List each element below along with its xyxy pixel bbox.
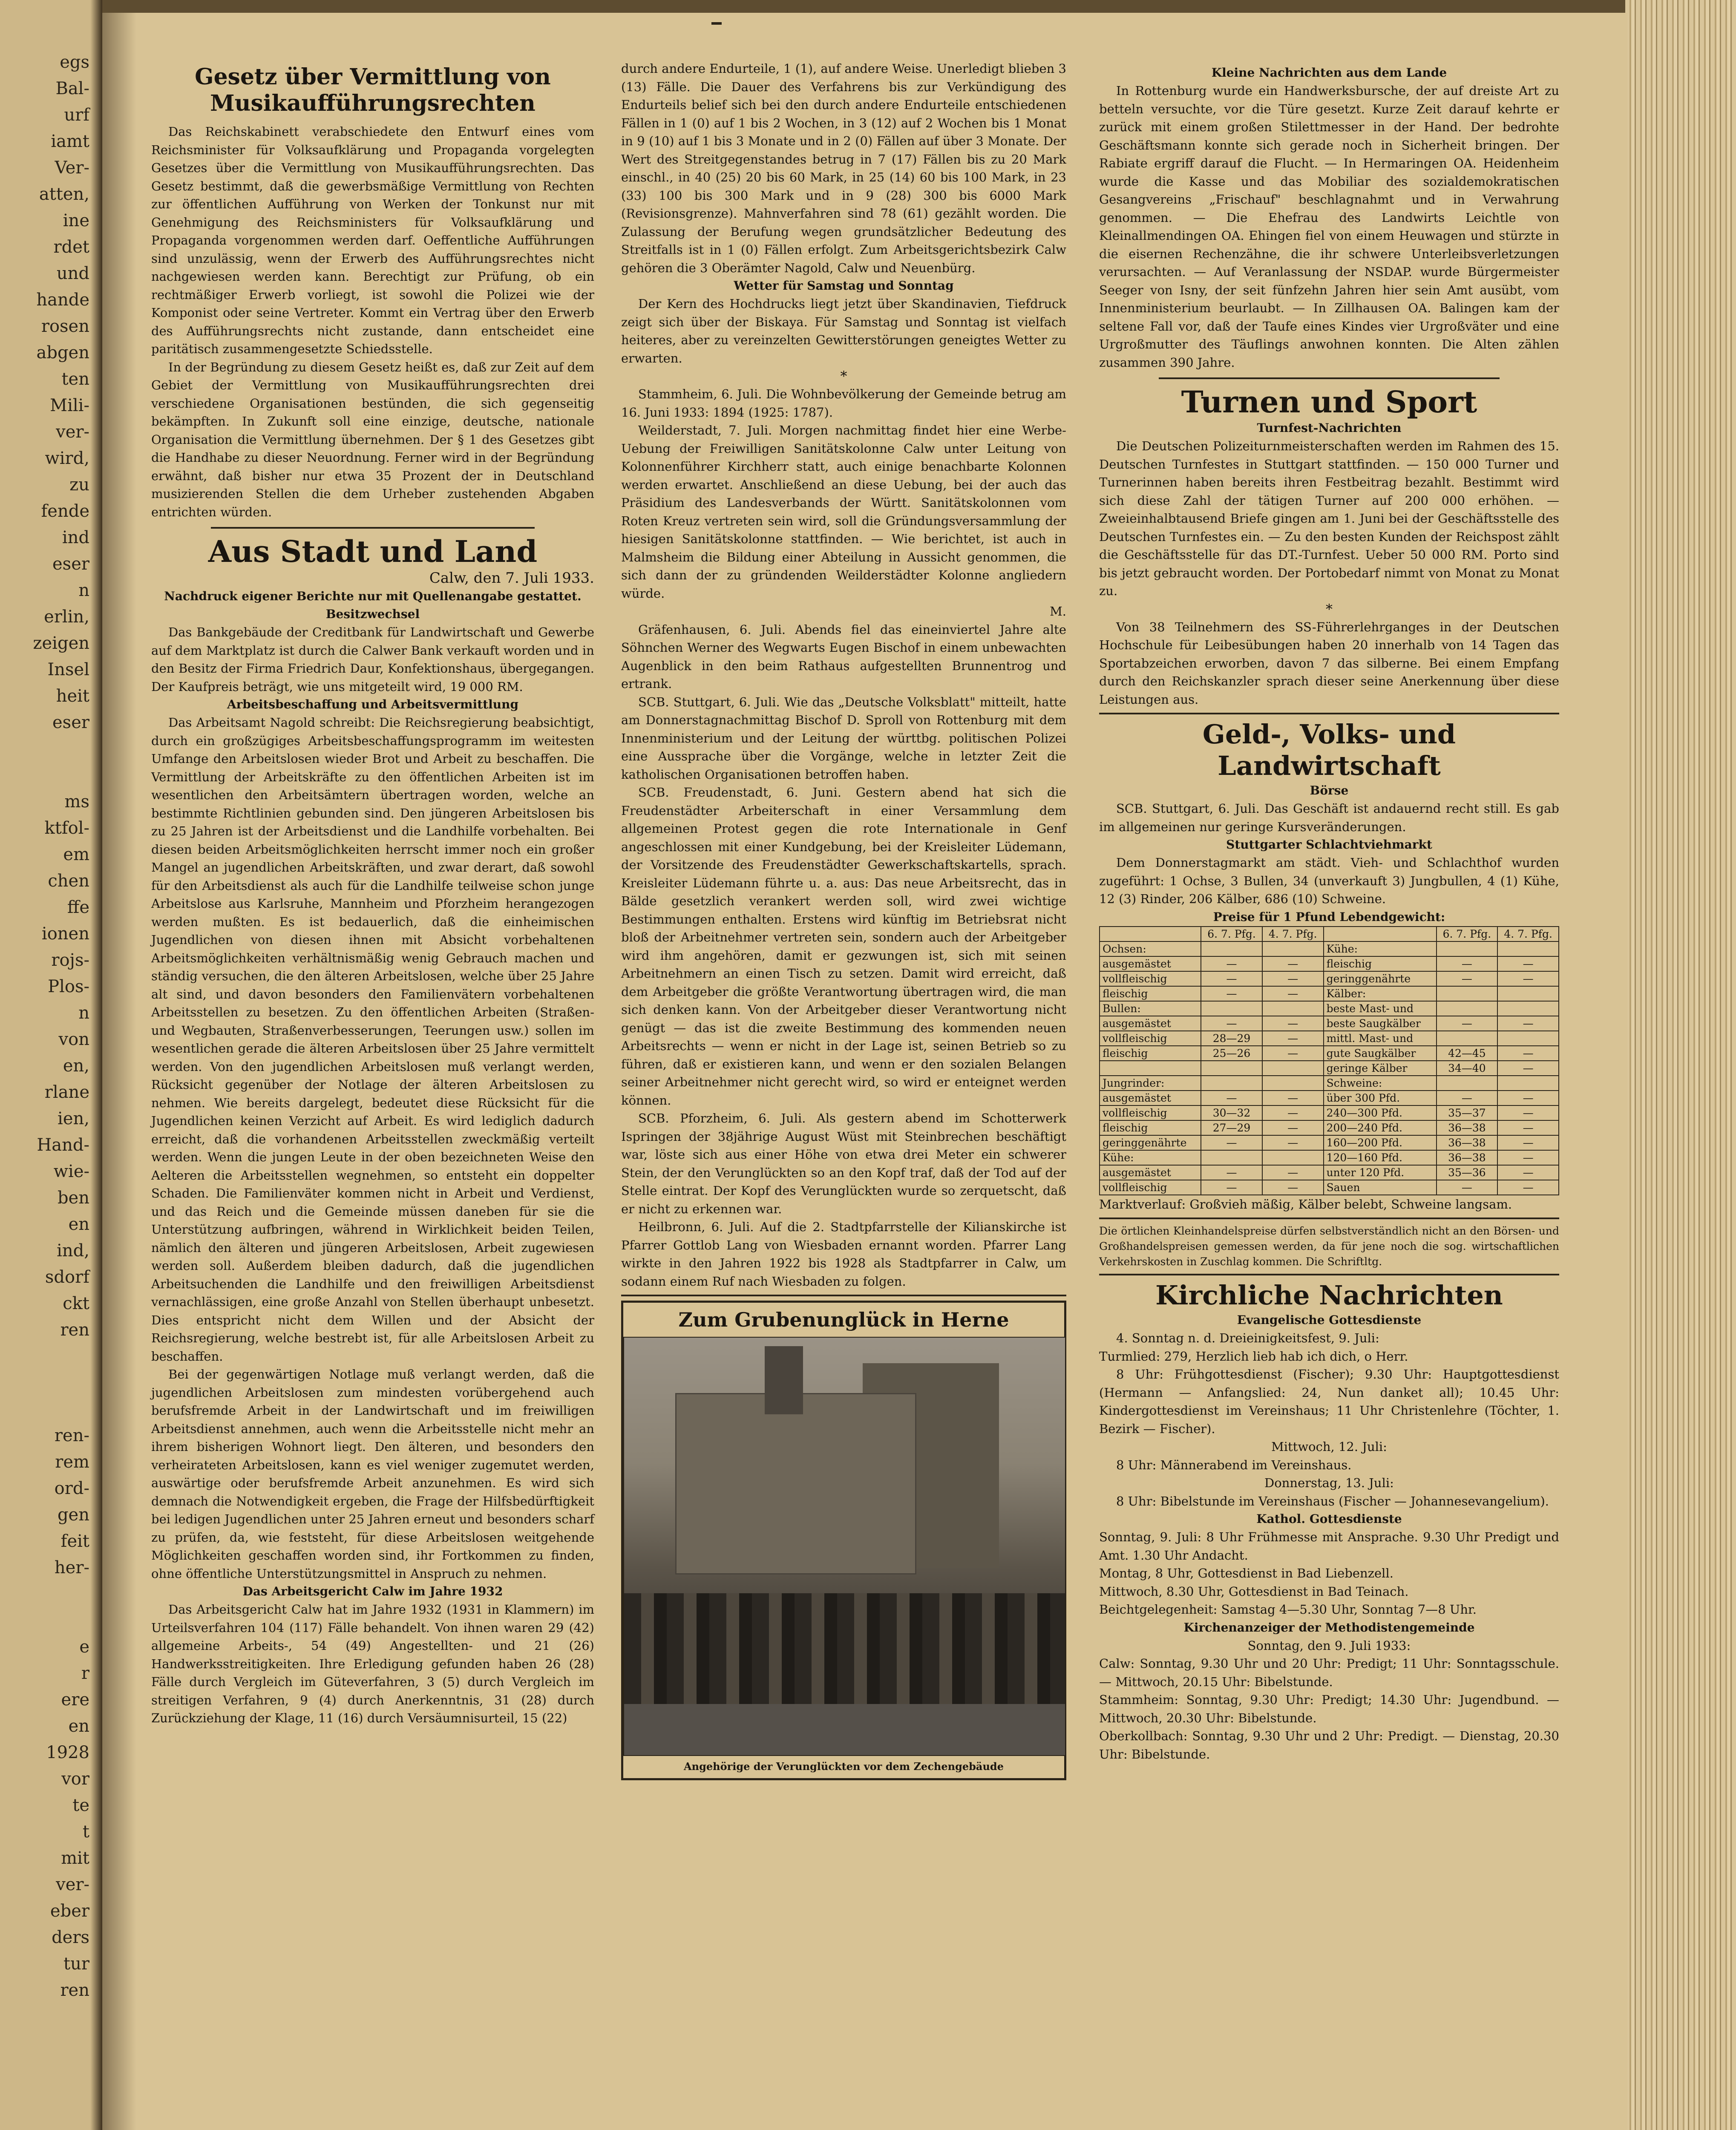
table-cell: —	[1497, 1061, 1559, 1076]
table-cell: —	[1497, 956, 1559, 971]
table-row	[1100, 1016, 1559, 1031]
news-item: Stammheim, 6. Juli. Die Wohnbevölkerung der Gemeinde betrug am 16. Juni 1933: 1894 (1925: 1787).	[621, 387, 1066, 420]
table-cell: 42—45	[1437, 1046, 1498, 1061]
table-cell: fleischig	[1100, 986, 1201, 1001]
book-gutter	[90, 0, 102, 2130]
table-cell	[1497, 1001, 1559, 1016]
table-cell: vollfleischig	[1100, 1031, 1201, 1046]
table-cell: —	[1497, 1180, 1559, 1195]
table-cell: geringe Kälber	[1324, 1061, 1437, 1076]
fragment-text: te	[72, 1796, 89, 1815]
photo-caption: Angehörige der Verunglückten vor dem Zechengebäude	[684, 1760, 1004, 1773]
table-cell: —	[1262, 1180, 1324, 1195]
table-header-cell: 4. 7. Pfg.	[1497, 927, 1559, 941]
section-title-wirtschaft: Geld-, Volks- und Landwirtschaft	[1202, 719, 1456, 781]
fragment-text: ren	[60, 1320, 89, 1340]
table-cell: —	[1497, 1091, 1559, 1105]
subheading-methodisten: Kirchenanzeiger der Methodistengemeinde	[1183, 1620, 1475, 1635]
fragment-text: erlin,	[44, 607, 89, 627]
table-cell: 36—38	[1437, 1150, 1498, 1165]
table-cell: —	[1437, 1016, 1498, 1031]
table-cell	[1497, 1031, 1559, 1046]
table-cell	[1437, 941, 1498, 956]
fragment-text: n	[78, 581, 89, 600]
market-summary: Marktverlauf: Großvieh mäßig, Kälber belebt, Schweine langsam.	[1099, 1197, 1512, 1212]
fragment-text: rlane	[44, 1082, 89, 1102]
table-cell: fleischig	[1324, 956, 1437, 971]
fragment-text: zu	[69, 475, 89, 495]
table-cell: —	[1437, 1180, 1498, 1195]
fragment-text: em	[63, 845, 89, 864]
fragment-text: chen	[48, 871, 89, 891]
section-title-aus-stadt-und-land: Aus Stadt und Land	[208, 534, 538, 569]
fragment-text: heit	[56, 686, 89, 706]
separator-star: *	[840, 368, 847, 384]
table-row	[1100, 956, 1559, 971]
church-notice: Beichtgelegenheit: Samstag 4—5.30 Uhr, Sonntag 7—8 Uhr.	[1099, 1602, 1477, 1617]
fragment-text: feit	[60, 1531, 89, 1551]
table-cell: 25—26	[1201, 1046, 1262, 1061]
table-header-cell	[1324, 927, 1437, 941]
fragment-text: her-	[54, 1558, 89, 1577]
table-header-cell: 4. 7. Pfg.	[1262, 927, 1324, 941]
table-cell	[1201, 941, 1262, 956]
table-cell: —	[1497, 1105, 1559, 1120]
subheading-arbeitsgericht: Das Arbeitsgericht Calw im Jahre 1932	[242, 1584, 503, 1598]
previous-page-edge	[0, 0, 102, 2130]
table-cell: —	[1262, 1046, 1324, 1061]
fragment-text: Insel	[47, 660, 89, 679]
fragment-text: vor	[61, 1769, 89, 1789]
news-item: Gräfenhausen, 6. Juli. Abends fiel das eineinviertel Jahre alte Söhnchen Werner des Wegwarts Eugen Bischof in einem unbewachten Augenblick in den beim Rathaus aufgestellten Brunnentrog und ertrank.	[621, 622, 1066, 691]
fragment-text: zeigen	[33, 633, 89, 653]
table-cell	[1201, 1076, 1262, 1091]
table-cell: —	[1262, 986, 1324, 1001]
table-cell	[1201, 1061, 1262, 1076]
news-item: SCB. Freudenstadt, 6. Juni. Gestern abend hat sich die Freudenstädter Arbeiterschaft in einer Versammlung dem allgemeinen Protest gegen die rote Internationale in Genf angeschlossen mit einer Kundgebung, bei der Kreisleiter Lüdemann, der Vorsitzende des Freudenstädter Gewerkschaftskartells, sprach. Kreisleiter Lüdemann führte u. a. aus: Das neue Arbeitsrecht, das in Bälde gesetzlich verankert werden soll, wird zwei wichtige Bestimmungen enthalten. Erstens wird künftig im Betriebsrat nicht bloß der Arbeitnehmer vertreten sein, sondern auch der Arbeitgeber wird ihm angehören, damit er gezwungen ist, sich mit seinen Arbeitnehmern an einen Tisch zu setzen. Damit wird erreicht, daß dem Arbeitgeber die größte Verantwortung übertragen wird, die man sich denken kann. Von der Arbeitgeber dieser Verantwortung nicht genügt — das ist die zweite Bestimmung des kommenden neuen Arbeitsrechts — wenn er nicht in der Lage ist, seinen Betrieb so zu führen, daß er existieren kann, und wenn er den sozialen Belangen seiner Arbeitnehmer nicht gerecht wird, so wird er enteignet werden können.	[621, 785, 1066, 1108]
table-cell: Schweine:	[1324, 1076, 1437, 1091]
church-notice: Turmlied: 279, Herzlich lieb hab ich dich, o Herr.	[1099, 1349, 1408, 1364]
table-cell: Bullen:	[1100, 1001, 1201, 1016]
table-cell: geringgenährte	[1100, 1135, 1201, 1150]
fragment-text: tur	[63, 1954, 89, 1974]
table-body	[1100, 941, 1559, 1195]
table-cell: 35—37	[1437, 1105, 1498, 1120]
church-notice: Montag, 8 Uhr, Gottesdienst in Bad Liebenzell.	[1099, 1566, 1393, 1580]
fragment-text: ine	[63, 211, 89, 230]
fragment-text: ktfol-	[44, 818, 89, 838]
article-paragraph: Von 38 Teilnehmern des SS-Führerlehrganges in der Deutschen Hochschule für Leibesübungen haben 20 innerhalb von 14 Tagen das Sportabzeichen erworben, davon 7 das silberne. Bei einem Empfang durch den Reichskanzler sprach dieser seine Anerkennung über diese Leistungen aus.	[1099, 619, 1559, 707]
table-header-cell	[1100, 927, 1201, 941]
fragment-text: Bal-	[55, 79, 89, 98]
table-row	[1100, 986, 1559, 1001]
reprint-note: Nachdruck eigener Berichte nur mit Quellenangabe gestattet.	[164, 589, 582, 603]
fragment-text: ben	[57, 1188, 89, 1208]
subheading-arbeitsbeschaffung: Arbeitsbeschaffung und Arbeitsvermittlung	[227, 697, 519, 711]
article-paragraph: Das Arbeitsamt Nagold schreibt: Die Reichsregierung beabsichtigt, durch ein großzügiges Arbeitsbeschaffungsprogramm im weitesten Umfange den Arbeitslosen wieder Brot und Arbeit zu beschaffen. Die Vermittlung der Arbeitskräfte zu den öffentlichen Arbeiten ist im wesentlichen den Arbeitsämtern übertragen worden, welche an bestimmte Richtlinien gebunden sind. Den jüngeren Arbeitslosen bis zu 25 Jahren ist der Arbeitsdienst und die Landhilfe vorbehalten. Bei diesen beiden Arbeitsmöglichkeiten herrscht immer noch ein großer Mangel an jugendlichen Arbeitskräften, und zwar derart, daß sowohl für den Arbeitsdienst als auch für die Landhilfe teilweise schon junge Arbeitslose aus Karlsruhe, Mannheim und Pforzheim herangezogen werden mußten. Es ist bedauerlich, daß die einheimischen Jugendlichen von diesen ihnen mit Absicht vorbehaltenen Arbeitsmöglichkeiten verhältnismäßig wenig Gebrauch machen und ständig versuchen, die den älteren Arbeitslosen, welche über 25 Jahre alt sind, und davon besonders den Familienvätern vorbehaltenen Arbeitsstellen zu besetzen. Zu den öffentlichen Arbeiten (Straßen- und Wegbauten, Straßenverbesserungen, Teerungen usw.) sollen im wesentlichen gerade die älteren Arbeitslosen über 25 Jahre vermittelt werden. Von den jugendlichen Arbeitslosen muß verlangt werden, Rücksicht gegenüber der Notlage der älteren Arbeitslosen zu nehmen. Wie bereits dargelegt, bedeutet diese Rücksicht für die Jugendlichen keinen Verzicht auf Arbeit. Es wird lediglich dadurch erreicht, daß die vorhandenen Arbeitsstellen zweckmäßig verteilt werden. Wenn die jungen Leute in der oben bezeichneten Weise den Aelteren die Arbeitsstellen wegnehmen, so entsteht ein doppelter Schaden. Die Familienväter kommen nicht in Arbeit und Verdienst, und das Reich und die Gemeinde müssen daneben für sie die Unterstützung aufbringen, während in Wirklichkeit beiden Teilen, nämlich den älteren und jüngeren Arbeitslosen, Arbeit zugewiesen werden soll. Außerdem bleiben dadurch, daß die jugendlichen Arbeitsuchenden die Landhilfe und den freiwilligen Arbeitsdienst vernachlässigen, eine große Anzahl von Stellen überhaupt unbesetzt. Dies entspricht nicht dem Willen und der Absicht der Reichsregierung, welche bestrebt ist, für alle Arbeitslosen Arbeit zu beschaffen.	[151, 715, 594, 1364]
divider	[1159, 377, 1500, 379]
fragment-text: rdet	[53, 237, 89, 257]
fragment-text: ord-	[54, 1479, 89, 1498]
table-cell	[1497, 986, 1559, 1001]
table-row	[1100, 941, 1559, 956]
news-item: Heilbronn, 6. Juli. Auf die 2. Stadtpfarrstelle der Kilianskirche ist Pfarrer Gottlob Lang von Wiesbaden ernannt worden. Pfarrer Lang wirkte in den Jahren 1922 bis 1928 als Stadtpfarrer in Calw, um sodann einem Ruf nach Wiesbaden zu folgen.	[621, 1220, 1066, 1289]
photo-title: Zum Grubenunglück in Herne	[678, 1308, 1009, 1331]
fragment-text: ind	[62, 528, 89, 547]
column-1	[151, 64, 594, 1727]
fragment-text: wird,	[45, 449, 89, 468]
table-cell: —	[1497, 1165, 1559, 1180]
table-cell: —	[1497, 1016, 1559, 1031]
fragment-text: von	[58, 1030, 89, 1049]
fragment-text: ffe	[67, 898, 89, 917]
table-cell: —	[1262, 1165, 1324, 1180]
table-header-cell: 6. 7. Pfg.	[1201, 927, 1262, 941]
fragment-text: en	[68, 1716, 89, 1736]
table-header-cell: 6. 7. Pfg.	[1437, 927, 1498, 941]
fragment-text: rosen	[41, 317, 89, 336]
table-cell: —	[1262, 1120, 1324, 1135]
fragment-text: ren	[60, 1980, 89, 2000]
subheading-schlachtviehmarkt: Stuttgarter Schlachtviehmarkt	[1226, 838, 1432, 852]
church-notice: Calw: Sonntag, 9.30 Uhr und 20 Uhr: Predigt; 11 Uhr: Sonntagsschule. — Mittwoch, 20.15 Uhr: Bibelstunde.	[1099, 1656, 1559, 1689]
table-cell	[1201, 1001, 1262, 1016]
table-cell	[1437, 1001, 1498, 1016]
divider	[621, 1295, 1066, 1296]
table-row	[1100, 1150, 1559, 1165]
table-cell	[1262, 1061, 1324, 1076]
fragment-text: 1928	[46, 1743, 89, 1762]
table-cell: —	[1201, 971, 1262, 986]
table-cell: 28—29	[1201, 1031, 1262, 1046]
table-cell: 36—38	[1437, 1135, 1498, 1150]
table-cell: ausgemästet	[1100, 956, 1201, 971]
table-cell: 35—36	[1437, 1165, 1498, 1180]
article-paragraph: Bei der gegenwärtigen Notlage muß verlangt werden, daß die jugendlichen Arbeitslosen zum mindesten vorübergehend auch berufsfremde Arbeit in der Landwirtschaft und im freiwilligen Arbeitsdienst annehmen, auch wenn die Arbeitsstelle nicht mehr an ihrem bisherigen Wohnort liegt. Den älteren, und besonders den verheirateten Arbeitslosen, kann es viel weniger zugemutet werden, auswärtige oder berufsfremde Arbeit anzunehmen. Es wird sich demnach die Notwendigkeit ergeben, die Frage der Hilfsbedürftigkeit bei ledigen Jugendlichen unter 25 Jahren erneut und besonders scharf zu prüfen, da, wie feststeht, für diese Arbeitslosen weitgehende Möglichkeiten geschaffen worden sind, ihr Fortkommen zu finden, ohne öffentliche Unterstützungsmittel in Anspruch zu nehmen.	[151, 1367, 594, 1581]
article-paragraph: Das Bankgebäude der Creditbank für Landwirtschaft und Gewerbe auf dem Marktplatz ist durch die Calwer Bank verkauft worden und in den Besitz der Firma Friedrich Daur, Konfektionshaus, übergegangen. Der Kaufpreis beträgt, wie uns mitgeteilt wird, 19 000 RM.	[151, 625, 594, 694]
church-notice: Mittwoch, 12. Juli:	[1271, 1439, 1387, 1454]
table-cell: —	[1497, 1046, 1559, 1061]
fragment-text: Hand-	[37, 1135, 89, 1155]
section-title-turnen-und-sport: Turnen und Sport	[1181, 384, 1477, 420]
church-notice: Stammheim: Sonntag, 9.30 Uhr: Predigt; 14.30 Uhr: Jugendbund. — Mittwoch, 20.30 Uhr: Bibelstunde.	[1099, 1692, 1559, 1725]
table-cell	[1262, 1076, 1324, 1091]
table-cell: —	[1262, 1105, 1324, 1120]
news-item: SCB. Pforzheim, 6. Juli. Als gestern abend im Schotterwerk Ispringen der 38jährige August Wüst mit Steinbrechen beschäftigt war, löste sich aus einer Höhe von etwa drei Meter ein schwerer Stein, der den Verunglückten so an den Kopf traf, daß der Tod auf der Stelle eintrat. Der Kopf des Verunglückten wurde so zerquetscht, daß er nicht zu erkennen war.	[621, 1111, 1066, 1216]
page-stack-edges	[1625, 0, 1736, 2130]
table-cell: 34—40	[1437, 1061, 1498, 1076]
table-row	[1100, 1120, 1559, 1135]
table-cell: 200—240 Pfd.	[1324, 1120, 1437, 1135]
church-notice: Mittwoch, 8.30 Uhr, Gottesdienst in Bad Teinach.	[1099, 1584, 1409, 1599]
table-cell: —	[1201, 986, 1262, 1001]
table-cell	[1437, 986, 1498, 1001]
table-cell: Jungrinder:	[1100, 1076, 1201, 1091]
article-paragraph: Dem Donnerstagmarkt am städt. Vieh- und Schlachthof wurden zugeführt: 1 Ochse, 3 Bullen, 34 (unverkauft 3) Jungbullen, 4 (1) Kühe, 12 (3) Rinder, 206 Kälber, 686 (10) Schweine.	[1099, 855, 1559, 906]
table-row	[1100, 1031, 1559, 1046]
fragment-text: ders	[52, 1928, 89, 1947]
fragment-text: t	[82, 1822, 89, 1842]
table-cell: geringgenährte	[1324, 971, 1437, 986]
table-cell: —	[1497, 1150, 1559, 1165]
table-cell: —	[1262, 1091, 1324, 1105]
column-2	[621, 60, 1066, 1785]
table-cell	[1497, 941, 1559, 956]
section-title-kirchliche-nachrichten: Kirchliche Nachrichten	[1155, 1280, 1503, 1311]
table-cell: ausgemästet	[1100, 1091, 1201, 1105]
fragment-text: rem	[55, 1452, 89, 1472]
news-item: Weilderstadt, 7. Juli. Morgen nachmittag findet hier eine Werbe-Uebung der Freiwilligen Sanitätskolonne Calw unter Leitung von Kolonnenführer Kirchherr statt, auch einige benachbarte Kolonnen werden erwartet. Anschließend an diese Uebung, bei der auch das Präsidium des Landesverbands der Württ. Sanitätskolonnen vom Roten Kreuz vertreten sein wird, soll die Gründungsversammlung der hiesigen Sanitätskolonne stattfinden. — Wie berichtet, ist auch in Malmsheim die Bildung einer Abteilung in Aussicht genommen, die sich dann der zu gründenden Weilderstädter Kolonne angliedern würde.	[621, 423, 1066, 601]
table-cell: —	[1437, 1091, 1498, 1105]
table-cell: Ochsen:	[1100, 941, 1201, 956]
fragment-text: Plos-	[48, 977, 89, 996]
article-paragraph: In der Begründung zu diesem Gesetz heißt es, daß zur Zeit auf dem Gebiet der Vermittlung von Musikaufführungsrechten drei verschiedene Organisationen bestünden, die sich gegenseitig bekämpften. In Zukunft soll eine einzige, deutsche, nationale Organisation die Vermittlung übernehmen. Der § 1 des Gesetzes gibt die Handhabe zu dieser Neuordnung. Ferner wird in der Begründung erwähnt, daß bisher nur etwa 35 Prozent der in Deutschland musizierenden Stellen die dem Urheber zustehenden Abgaben entrichten würden.	[151, 360, 594, 519]
fragment-text: urf	[64, 105, 89, 125]
divider	[1099, 713, 1559, 714]
table-cell: 27—29	[1201, 1120, 1262, 1135]
church-notice: 8 Uhr: Männerabend im Vereinshaus.	[1116, 1457, 1352, 1472]
divider	[211, 527, 535, 529]
fragment-text: ms	[64, 792, 89, 812]
table-row	[1100, 1165, 1559, 1180]
table-cell: ausgemästet	[1100, 1165, 1201, 1180]
photo-building	[675, 1393, 916, 1574]
table-cell: fleischig	[1100, 1120, 1201, 1135]
table-cell: —	[1497, 1120, 1559, 1135]
table-cell: Sauen	[1324, 1180, 1437, 1195]
livestock-price-table	[1099, 926, 1559, 1195]
table-row	[1100, 1135, 1559, 1150]
fragment-text: ver-	[56, 1875, 89, 1894]
divider	[1099, 1218, 1559, 1219]
dateline: Calw, den 7. Juli 1933.	[429, 570, 594, 587]
table-cell: —	[1437, 956, 1498, 971]
newspaper-page	[102, 13, 1627, 2130]
church-notice: Donnerstag, 13. Juli:	[1264, 1476, 1394, 1490]
table-row	[1100, 1091, 1559, 1105]
table-cell: beste Saugkälber	[1324, 1016, 1437, 1031]
article-paragraph: durch andere Endurteile, 1 (1), auf andere Weise. Unerledigt blieben 3 (13) Fälle. Die Dauer des Verfahrens bis zur Verkündigung des Endurteils belief sich bei den durch andere Endurteile entschiedenen Fällen in 1 (0) auf 1 bis 2 Wochen, in 3 (12) auf 2 Wochen bis 1 Monat in 9 (10) auf 1 bis 3 Monate und in 2 (0) Fällen auf über 3 Monate. Der Wert des Streitgegenstandes betrug in 7 (17) Fällen bis zu 20 Mark einschl., in 40 (25) 20 bis 60 Mark, in 25 (14) 60 bis 100 Mark, in 23 (33) 100 bis 300 Mark und in 9 (28) 300 bis 6000 Mark (Revisionsgrenze). Mahnverfahren sind 78 (61) gezählt worden. Die Zulassung der Berufung wegen grundsätzlicher Bedeutung des Streitfalls ist in 1 (0) Fällen erfolgt. Zum Arbeitsgerichtsbezirk Calw gehören die 3 Oberämter Nagold, Calw und Neuenbürg.	[621, 61, 1066, 275]
fragment-text: ind,	[57, 1241, 89, 1261]
subheading-boerse: Börse	[1310, 783, 1349, 797]
table-cell: —	[1262, 1031, 1324, 1046]
table-row	[1100, 1001, 1559, 1016]
fragment-text: sdorf	[45, 1267, 89, 1287]
price-table-title: Preise für 1 Pfund Lebendgewicht:	[1213, 910, 1445, 924]
table-cell	[1497, 1076, 1559, 1091]
table-cell: vollfleischig	[1100, 1180, 1201, 1195]
article-paragraph: Das Arbeitsgericht Calw hat im Jahre 1932 (1931 in Klammern) im Urteilsverfahren 104 (117) Fälle behandelt. Von ihnen waren 29 (42) allgemeine Arbeits-, 54 (49) Angestellten- und 21 (26) Handwerksstreitigkeiten. Ihre Erledigung gefunden haben 26 (28) Fälle durch Vergleich im Güteverfahren, 3 (5) durch Vergleich im streitigen Verfahren, 9 (4) durch Anerkenntnis, 31 (28) durch Zurückziehung der Klage, 11 (16) durch Versäumnisurteil, 15 (22)	[151, 1602, 594, 1725]
fragment-text: und	[56, 264, 89, 283]
fragment-text: Mili-	[50, 396, 89, 415]
page-mark	[711, 22, 722, 25]
fragment-text: ionen	[41, 924, 89, 944]
fragment-text: mit	[61, 1848, 89, 1868]
church-notice: 8 Uhr: Bibelstunde im Vereinshaus (Fischer — Johannesevangelium).	[1116, 1494, 1549, 1508]
table-cell: vollfleischig	[1100, 1105, 1201, 1120]
subheading-turnfest: Turnfest-Nachrichten	[1257, 421, 1402, 435]
subheading-wetter: Wetter für Samstag und Sonntag	[734, 279, 954, 293]
table-cell: —	[1262, 971, 1324, 986]
subheading-evangelisch: Evangelische Gottesdienste	[1237, 1313, 1422, 1327]
article-paragraph: SCB. Stuttgart, 6. Juli. Das Geschäft ist andauernd recht still. Es gab im allgemeinen nur geringe Kursveränderungen.	[1099, 801, 1559, 834]
table-row	[1100, 971, 1559, 986]
price-note: Die örtlichen Kleinhandelspreise dürfen selbstverständlich nicht an den Börsen- und Großhandelspreisen gemessen werden, da für jene noch die sog. wirtschaftlichen Verkehrskosten in Zuschlag kommen. Die Schriftltg.	[1099, 1225, 1559, 1268]
table-cell: Kühe:	[1100, 1150, 1201, 1165]
table-cell: —	[1262, 1135, 1324, 1150]
table-cell: 160—200 Pfd.	[1324, 1135, 1437, 1150]
table-row	[1100, 1105, 1559, 1120]
article-paragraph: Das Reichskabinett verabschiedete den Entwurf eines vom Reichsminister für Volksaufklärung und Propaganda vorgelegten Gesetzes über die Vermittlung von Musikaufführungsrechten. Das Gesetz bestimmt, daß die gewerbsmäßige Vermittlung von Rechten zur öffentlichen Aufführung von Werken der Tonkunst nur mit Genehmigung des Reichsministers für Volksaufklärung und Propaganda vorgenommen werden darf. Oeffentliche Aufführungen sind unzulässig, wenn der Erwerb des Aufführungsrechtes nicht nachgewiesen werden kann. Berechtigt zur Prüfung, ob ein rechtmäßiger Erwerb vorliegt, ist sowohl die Polizei wie der Komponist oder seine Vertreter. Kommt ein Vertrag über den Erwerb des Aufführungsrechts nicht zustande, dann entscheidet eine paritätisch zusammengesetzte Schiedsstelle.	[151, 124, 594, 356]
church-notice: Oberkollbach: Sonntag, 9.30 Uhr und 2 Uhr: Predigt. — Dienstag, 20.30 Uhr: Bibelstunde.	[1099, 1729, 1559, 1762]
subheading-besitzwechsel: Besitzwechsel	[325, 607, 420, 621]
author-signature: M.	[1050, 604, 1066, 619]
news-item: SCB. Stuttgart, 6. Juli. Wie das „Deutsche Volksblatt" mitteilt, hatte am Donnerstagnachmittag Bischof D. Sproll von Rottenburg mit dem Innenministerium und der Leitung der württbg. politischen Polizei eine Aussprache über die Vorgänge, welche in letzter Zeit die katholischen Organisationen betroffen haben.	[621, 694, 1066, 782]
headline-musikauffuehrung: Gesetz über Vermittlung von Musikaufführungsrechten	[195, 64, 551, 116]
table-cell	[1262, 1150, 1324, 1165]
church-notice: Sonntag, 9. Juli: 8 Uhr Frühmesse mit Ansprache. 9.30 Uhr Predigt und Amt. 1.30 Uhr Andacht.	[1099, 1530, 1559, 1563]
table-cell: —	[1201, 1091, 1262, 1105]
fragment-text: abgen	[36, 343, 89, 363]
table-cell: unter 120 Pfd.	[1324, 1165, 1437, 1180]
table-cell: gute Saugkälber	[1324, 1046, 1437, 1061]
article-paragraph: Der Kern des Hochdrucks liegt jetzt über Skandinavien, Tiefdruck zeigt sich über der Biskaya. Für Samstag und Sonntag ist vielfach heiteres, aber zu vereinzelten Gewitterstörungen geneigtes Wetter zu erwarten.	[621, 296, 1066, 366]
table-row	[1100, 1046, 1559, 1061]
church-notice: Sonntag, den 9. Juli 1933:	[1247, 1638, 1411, 1653]
photo-tower	[765, 1346, 803, 1414]
fragment-text: en,	[63, 1056, 89, 1076]
church-notice: 8 Uhr: Frühgottesdienst (Fischer); 9.30 Uhr: Hauptgottesdienst (Hermann — Anfangslied: 24, Nun danket all); 10.45 Uhr: Kindergottesdienst im Vereinshaus; 11 Uhr Christenlehre (Töchter, 1. Bezirk — Fischer).	[1099, 1367, 1559, 1436]
table-cell: —	[1262, 1016, 1324, 1031]
fragment-text: atten,	[39, 184, 89, 204]
fragment-text: Ver-	[55, 158, 89, 178]
article-paragraph: In Rottenburg wurde ein Handwerksbursche, der auf dreiste Art zu betteln versuchte, vor die Türe gesetzt. Kurze Zeit darauf kehrte er zurück mit einem großen Stilettmesser in der Hand. Der bedrohte Geschäftsmann konnte sich gerade noch in Sicherheit bringen. Der Rabiate ergriff darauf die Flucht. — In Hermaringen OA. Heidenheim wurde die Kasse und das Mobiliar des sozialdemokratischen Gesangvereins „Frischauf" beschlagnahmt und in Verwahrung genommen. — Die Ehefrau des Landwirts Leichtle von Kleinallmendingen OA. Ehingen fiel von einem Heuwagen und stürzte in die eisernen Rechenzähne, die ihr schwere Unterleibsverletzungen verursachten. — Auf Veranlassung der NSDAP. wurde Bürgermeister Seeger von Isny, der seit fünfzehn Jahren hier sein Amt ausübt, vom Innenministerium beurlaubt. — In Zillhausen OA. Balingen kam der seltene Fall vor, daß der Taufe eines Kindes vier Urgroßväter und eine Urgroßmutter des Täuflings anwohnen konnten. Die Alten zählen zusammen 390 Jahre.	[1099, 83, 1559, 370]
fragment-text: eser	[52, 554, 89, 574]
column-3	[1099, 64, 1559, 1763]
fragment-text: ien,	[58, 1109, 89, 1128]
table-cell: mittl. Mast- und	[1324, 1031, 1437, 1046]
fragment-text: r	[81, 1664, 89, 1683]
fragment-text: e	[79, 1637, 89, 1657]
fragment-text: eser	[52, 713, 89, 732]
table-cell	[1262, 941, 1324, 956]
fragment-text: gen	[57, 1505, 89, 1525]
mine-disaster-photo	[623, 1337, 1066, 1756]
table-cell: 240—300 Pfd.	[1324, 1105, 1437, 1120]
table-cell: fleischig	[1100, 1046, 1201, 1061]
church-notice: 4. Sonntag n. d. Dreieinigkeitsfest, 9. Juli:	[1116, 1331, 1379, 1345]
fragment-text: n	[78, 1003, 89, 1023]
article-paragraph: Die Deutschen Polizeiturnmeisterschaften werden im Rahmen des 15. Deutschen Turnfestes in Stuttgart stattfinden. — 150 000 Turner und Turnerinnen haben bereits ihren Festbeitrag bezahlt. Bestimmt wird sich diese Zahl der tätigen Turner auf 200 000 erhöhen. — Zweieinhalbtausend Briefe gingen am 1. Juni bei der Geschäftsstelle des Deutschen Turnfestes ein. — Zu den besten Kunden der Reichspost zählt die Geschäftsstelle für das DT.-Turnfest. Ueber 50 000 RM. Porto sind bis jetzt gebraucht worden. Der Portobedarf nimmt von Monat zu Monat zu.	[1099, 439, 1559, 598]
table-cell: —	[1497, 971, 1559, 986]
table-cell: —	[1201, 1016, 1262, 1031]
table-row	[1100, 1180, 1559, 1195]
table-cell: Kühe:	[1324, 941, 1437, 956]
table-cell: 36—38	[1437, 1120, 1498, 1135]
table-cell	[1437, 1031, 1498, 1046]
fragment-text: ver-	[56, 422, 89, 442]
table-cell: Kälber:	[1324, 986, 1437, 1001]
fragment-text: ckt	[63, 1294, 89, 1313]
fragment-text: fende	[41, 501, 89, 521]
fragment-text: en	[68, 1215, 89, 1234]
table-cell: vollfleischig	[1100, 971, 1201, 986]
table-cell	[1100, 1061, 1201, 1076]
table-cell: —	[1201, 1165, 1262, 1180]
fragment-text: ten	[61, 369, 89, 389]
table-cell: beste Mast- und	[1324, 1001, 1437, 1016]
fragment-text: wie-	[53, 1162, 89, 1181]
fragment-text: egs	[60, 52, 89, 72]
table-cell: —	[1201, 1135, 1262, 1150]
fragment-text: eber	[50, 1901, 89, 1921]
photo-box	[621, 1301, 1066, 1780]
fragment-text: ere	[61, 1690, 89, 1710]
fragment-text: iamt	[51, 132, 89, 151]
fragment-text: rojs-	[51, 950, 89, 970]
table-cell: 120—160 Pfd.	[1324, 1150, 1437, 1165]
table-cell: 30—32	[1201, 1105, 1262, 1120]
table-cell: —	[1201, 1180, 1262, 1195]
fragment-text: hande	[36, 290, 89, 310]
subheading-kleine-nachrichten: Kleine Nachrichten aus dem Lande	[1211, 66, 1447, 80]
table-cell: —	[1262, 956, 1324, 971]
subheading-katholisch: Kathol. Gottesdienste	[1256, 1512, 1402, 1526]
table-cell	[1262, 1001, 1324, 1016]
table-row	[1100, 1076, 1559, 1091]
table-cell: —	[1437, 971, 1498, 986]
separator-star: *	[1326, 601, 1333, 617]
table-row	[1100, 1061, 1559, 1076]
table-cell	[1201, 1150, 1262, 1165]
fragment-text: ren-	[54, 1426, 89, 1445]
table-cell	[1437, 1076, 1498, 1091]
photo-ground	[624, 1704, 1065, 1755]
table-cell: über 300 Pfd.	[1324, 1091, 1437, 1105]
table-cell: —	[1201, 956, 1262, 971]
table-cell: —	[1497, 1135, 1559, 1150]
divider	[1099, 1274, 1559, 1275]
table-cell: ausgemästet	[1100, 1016, 1201, 1031]
